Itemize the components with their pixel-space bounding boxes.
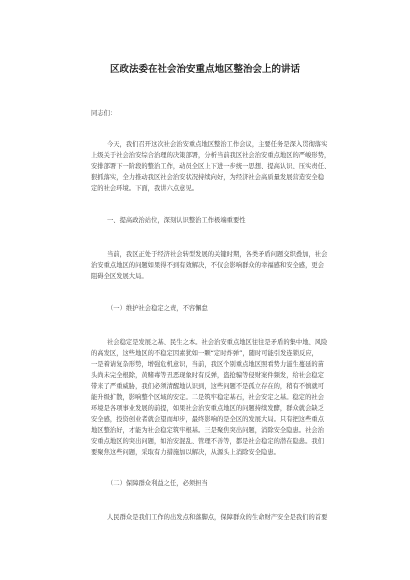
section1-line: 当前，我区正处于经济社会转型发展的关键时期，各类矛盾问题交织叠加，社会 bbox=[107, 251, 328, 258]
section1-line: 治安重点地区的问题如果得不到有效解决，不仅会影响群众的幸福感和安全感，更会 bbox=[91, 262, 324, 269]
salutation: 同志们： bbox=[91, 110, 117, 117]
document-title: 区政法委在社会治安重点地区整治会上的讲话 bbox=[109, 64, 300, 75]
sub1-line: 环境是各项事业发展的前提，如果社会治安重点地区的问题持续发酵，群众就会缺乏 bbox=[91, 405, 324, 412]
sub1-line: 头尚未完全根除，黄赌毒等丑恶现象时有反弹，盗抢骗等侵财案件频发，给社会稳定 bbox=[91, 372, 324, 379]
sub1-line: 社会稳定是发展之基、民生之本。社会治安重点地区往往是矛盾的集中地、风险 bbox=[107, 339, 328, 346]
intro-line: 狠抓落实，全力推动我区社会治安状况持续向好，为经济社会高质量发展营造安全稳 bbox=[91, 174, 324, 181]
sub1-line: 安重点地区的突出问题，如治安混乱、管理不善等，都是社会稳定的潜在隐患。我们 bbox=[91, 438, 324, 445]
sub1-line: 的高发区，这些地区的不稳定因素犹如一颗“定时炸弹”，随时可能引发连锁反应， bbox=[91, 350, 318, 357]
sub1-line: 要聚焦这些问题，采取有力措施加以解决，从源头上消除安全隐患。 bbox=[91, 449, 280, 456]
section1-line: 阻碍全区发展大局。 bbox=[91, 273, 148, 280]
intro-line: 上级关于社会治安综合治理的决策部署，分析当前我区社会治安重点地区的严峻形势， bbox=[91, 152, 331, 159]
sub1-line: 安全感，投资创业者就会望而却步，最终影响的是全区的发展大局。只有把这些重点 bbox=[91, 416, 324, 423]
sub1-line: 一是着请复杂形势，增强危机意识，当前，我区个别重点地区照看势力滋生蔓延的苗 bbox=[91, 361, 324, 368]
intro-line: 安排部署下一阶段的整治工作，动员全区上下进一步统一思想、提高认识、压实责任、 bbox=[91, 163, 331, 170]
sub2-line: 人民群众是我们工作的出发点和落脚点，保障群众的生命财产安全是我们的首要 bbox=[107, 514, 328, 521]
subsection-heading: （二）保障群众利益之任，必须担当 bbox=[107, 480, 208, 487]
sub1-line: 能升级扩散，影响整个区域的安定。二是筑牢稳定基石，社会安定之基。稳定的社会 bbox=[91, 394, 324, 401]
sub1-line: 地区整治好，才能为社会稳定筑牢根基。三是聚焦突出问题，消除安全隐患。社会治 bbox=[91, 427, 324, 434]
intro-line: 今天，我们召开这次社会治安重点地区整治工作会议，主要任务是深入贯彻落实 bbox=[107, 141, 328, 148]
section-heading: 一、提高政治站位，深刻认识整治工作极端重要性 bbox=[107, 217, 246, 224]
sub1-line: 带来了严重威胁，我们必须清醒地认识到，这些问题不是孤立存在的，稍有不慎就可 bbox=[91, 383, 324, 390]
intro-line: 定的社会环境。下面，我讲六点意见。 bbox=[91, 185, 199, 192]
subsection-heading: （一）维护社会稳定之责，不容懈怠 bbox=[107, 305, 208, 312]
